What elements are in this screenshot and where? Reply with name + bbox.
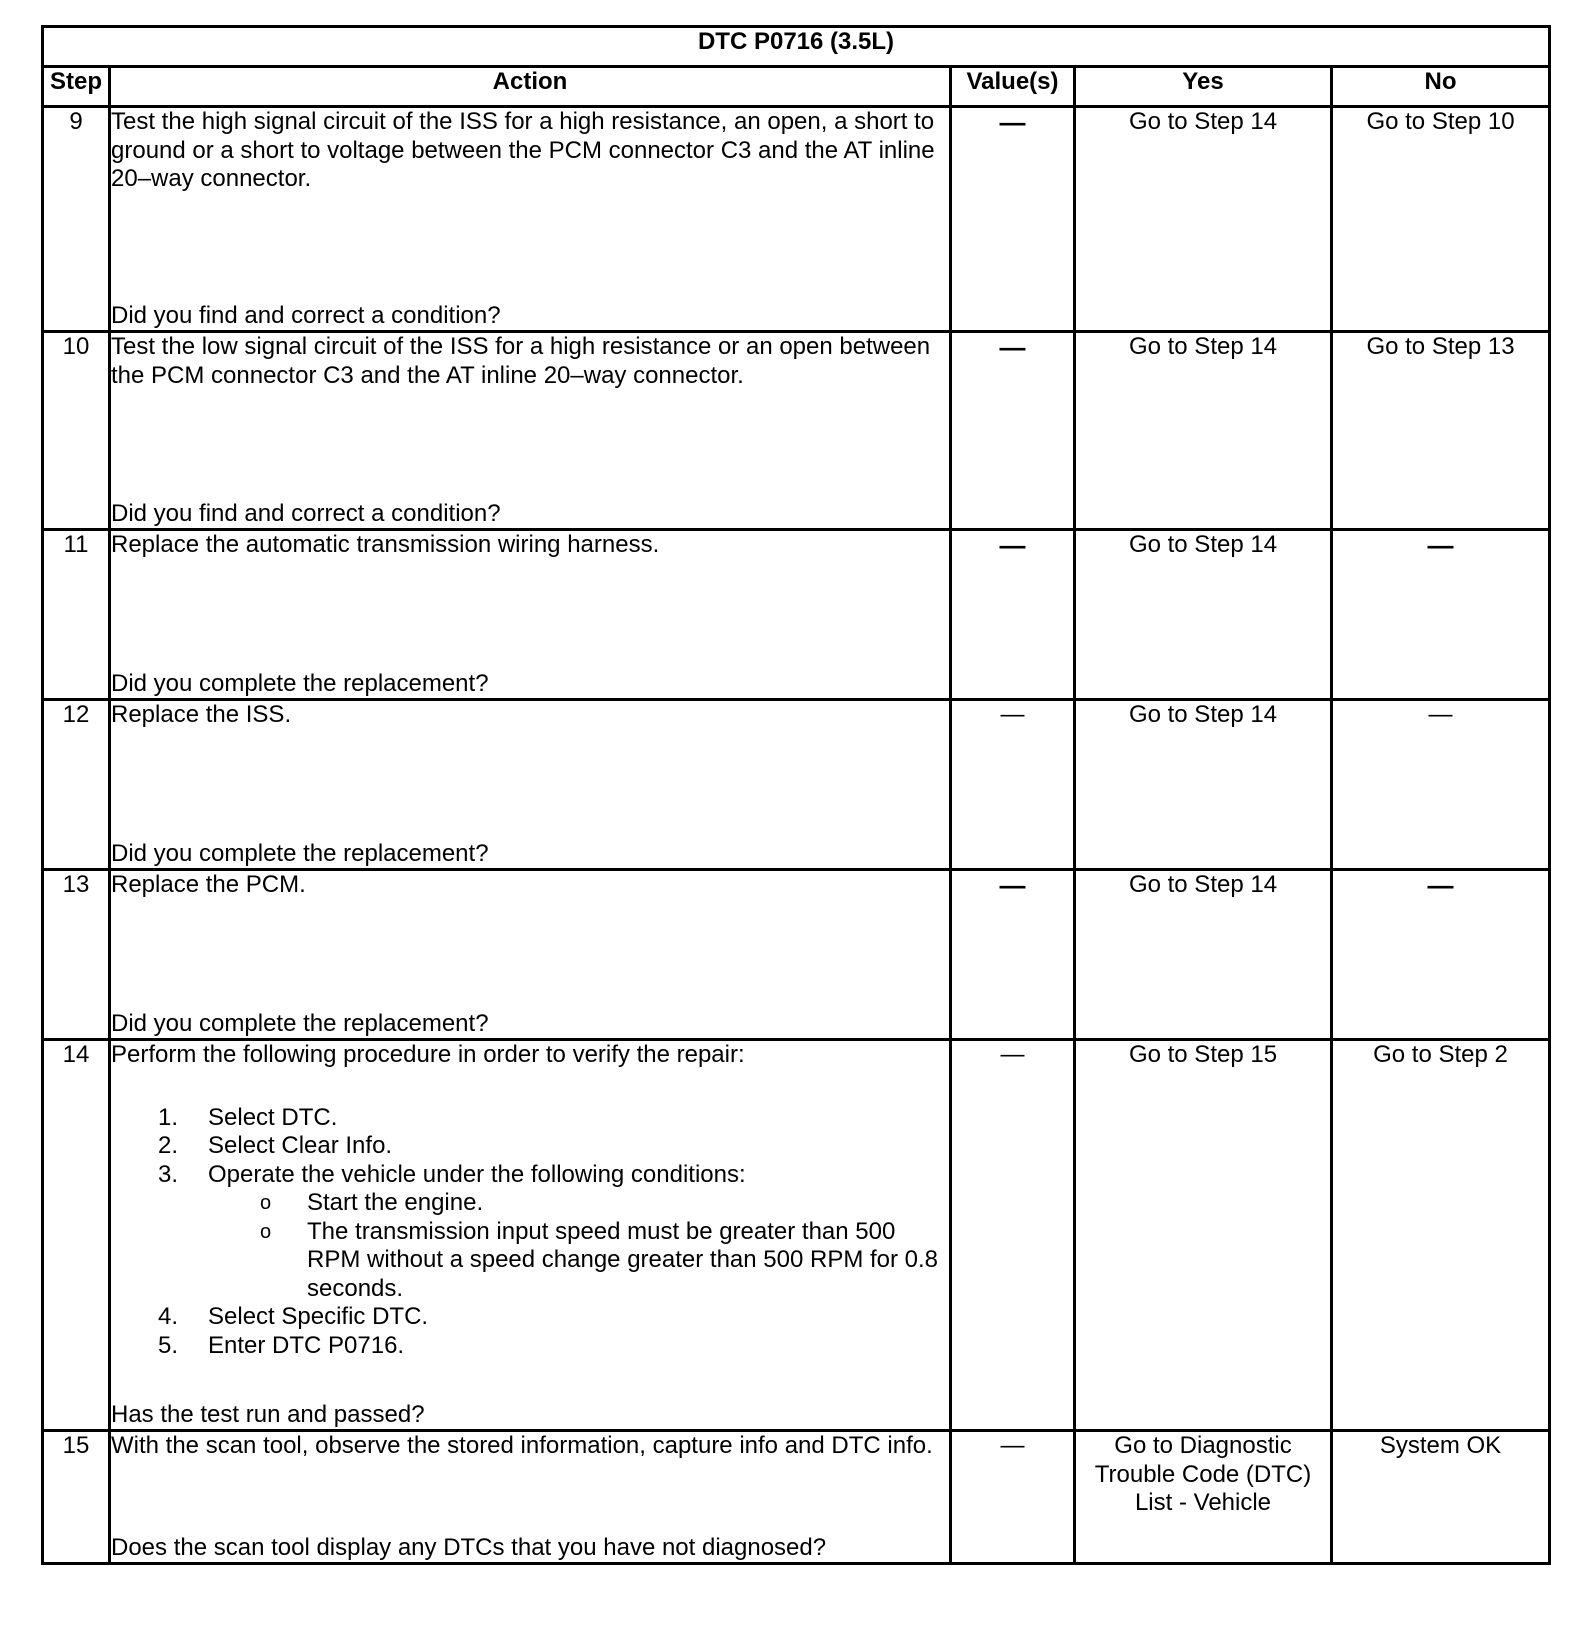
table-row xyxy=(43,107,1550,332)
action-question: Did you find and correct a condition? xyxy=(111,499,501,527)
value-cell: — xyxy=(951,1431,1075,1564)
action-cell xyxy=(110,1431,951,1564)
table-row xyxy=(43,1040,1550,1431)
action-question: Does the scan tool display any DTCs that you have not diagnosed? xyxy=(111,1533,827,1561)
list-item xyxy=(158,1303,949,1332)
action-text: Replace the PCM. xyxy=(111,871,306,898)
no-cell: — xyxy=(1332,700,1550,870)
list-text: Operate the vehicle under the following conditions: xyxy=(208,1160,746,1188)
action-cell xyxy=(110,1040,951,1431)
yes-cell: Go to Step 14 xyxy=(1075,700,1332,870)
action-text: Test the low signal circuit of the ISS for a high resistance or an open between the PCM connector C3 and the AT inline 20–way connector. xyxy=(111,333,931,389)
yes-cell xyxy=(1075,1431,1332,1564)
step-number: 12 xyxy=(43,700,110,870)
action-question: Did you complete the replacement? xyxy=(111,1009,489,1037)
step-number: 13 xyxy=(43,870,110,1040)
list-text: Select Specific DTC. xyxy=(208,1303,429,1330)
procedure-list xyxy=(111,1104,949,1361)
step-number: 10 xyxy=(43,332,110,530)
table-title: DTC P0716 (3.5L) xyxy=(43,27,1550,67)
header-action: Action xyxy=(110,67,951,107)
step-number: 11 xyxy=(43,530,110,700)
list-text: Select DTC. xyxy=(208,1103,338,1131)
no-cell: Go to Step 2 xyxy=(1332,1040,1550,1431)
sub-list-item xyxy=(260,1189,949,1218)
list-item xyxy=(158,1160,949,1304)
table-row xyxy=(43,870,1550,1040)
value-cell: — xyxy=(951,870,1075,1040)
action-text: Replace the automatic transmission wiring harness. xyxy=(111,531,660,558)
value-cell: — xyxy=(951,530,1075,700)
yes-line: List - Vehicle xyxy=(1134,1489,1272,1516)
no-cell: Go to Step 10 xyxy=(1332,107,1550,332)
bullet-icon: o xyxy=(260,1192,272,1214)
yes-cell: Go to Step 14 xyxy=(1075,870,1332,1040)
action-cell xyxy=(110,700,951,870)
action-text: Perform the following procedure in order to verify the repair: xyxy=(111,1041,745,1068)
no-cell: Go to Step 13 xyxy=(1332,332,1550,530)
list-text: Select Clear Info. xyxy=(208,1132,393,1159)
value-cell: — xyxy=(951,700,1075,870)
header-step: Step xyxy=(43,67,110,107)
action-text: With the scan tool, observe the stored information, capture info and DTC info. xyxy=(111,1432,933,1459)
header-yes: Yes xyxy=(1075,67,1332,107)
yes-cell: Go to Step 14 xyxy=(1075,530,1332,700)
action-question: Has the test run and passed? xyxy=(111,1400,425,1428)
action-cell xyxy=(110,332,951,530)
sub-list-item xyxy=(260,1217,949,1304)
action-text: Test the high signal circuit of the ISS for a high resistance, an open, a short to ground or a short to voltage between the PCM connector C3 and the AT inline 20–way connector. xyxy=(111,108,935,192)
yes-cell: Go to Step 14 xyxy=(1075,107,1332,332)
list-number: 3. xyxy=(158,1160,179,1188)
action-cell xyxy=(110,870,951,1040)
step-number: 15 xyxy=(43,1431,110,1564)
dtc-table xyxy=(41,25,1551,1565)
table-row xyxy=(43,1431,1550,1564)
list-item xyxy=(158,1132,949,1161)
list-number: 1. xyxy=(158,1103,179,1131)
sub-list-text: The transmission input speed must be greater than 500 RPM without a speed change greater than 500 RPM for 0.8 seconds. xyxy=(307,1217,939,1302)
sub-list-text: Start the engine. xyxy=(307,1189,484,1216)
action-question: Did you find and correct a condition? xyxy=(111,301,501,329)
bullet-icon: o xyxy=(260,1220,272,1243)
step-number: 9 xyxy=(43,107,110,332)
action-cell xyxy=(110,530,951,700)
list-item xyxy=(158,1331,949,1361)
table-row xyxy=(43,700,1550,870)
list-number: 5. xyxy=(158,1331,179,1359)
action-question: Did you complete the replacement? xyxy=(111,839,489,867)
yes-cell: Go to Step 14 xyxy=(1075,332,1332,530)
yes-line: Trouble Code (DTC) xyxy=(1094,1460,1312,1488)
no-cell: — xyxy=(1332,530,1550,700)
list-number: 2. xyxy=(158,1132,179,1159)
sub-list xyxy=(208,1189,949,1303)
no-cell: — xyxy=(1332,870,1550,1040)
list-text: Enter DTC P0716. xyxy=(208,1331,405,1359)
header-values: Value(s) xyxy=(951,67,1075,107)
list-number: 4. xyxy=(158,1303,179,1330)
value-cell: — xyxy=(951,1040,1075,1431)
header-no: No xyxy=(1332,67,1550,107)
table-row xyxy=(43,332,1550,530)
value-cell: — xyxy=(951,107,1075,332)
list-item xyxy=(158,1103,949,1133)
action-question: Did you complete the replacement? xyxy=(111,669,489,697)
no-cell: System OK xyxy=(1332,1431,1550,1564)
step-number: 14 xyxy=(43,1040,110,1431)
yes-line: Go to Diagnostic xyxy=(1114,1432,1292,1459)
action-text: Replace the ISS. xyxy=(111,701,292,728)
action-cell xyxy=(110,107,951,332)
table-row xyxy=(43,530,1550,700)
value-cell: — xyxy=(951,332,1075,530)
yes-cell: Go to Step 15 xyxy=(1075,1040,1332,1431)
